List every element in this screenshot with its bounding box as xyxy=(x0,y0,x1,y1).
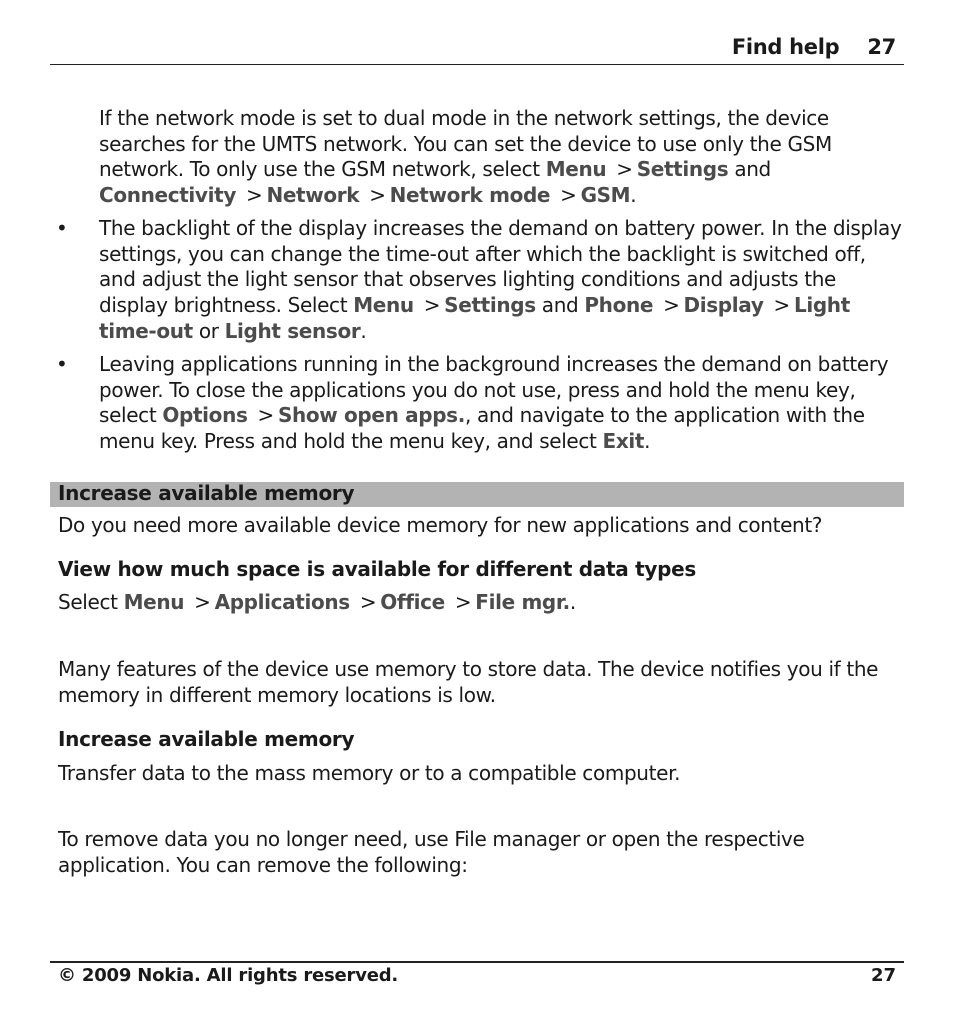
header-page-number: 27 xyxy=(867,35,896,59)
connector-text: or xyxy=(192,318,225,343)
intro-text: If the network mode is set to dual mode in the network settings, the device searches for the UMTS network. You can set the device to use only the GSM network. To only use the GSM network, select xyxy=(99,106,832,182)
ui-options: Options xyxy=(162,403,248,428)
bullet-text: , and navigate to the application with the menu key. Press and hold the menu key, and select xyxy=(99,403,865,454)
view-space-path xyxy=(58,590,904,616)
header-rule xyxy=(50,64,904,65)
ui-light-timeout: Light time-out xyxy=(99,293,850,343)
bullet-text: The backlight of the display increases the demand on battery power. In the display settings, you can change the time-out after which the backlight is switched off, and adjust the light sensor that observes lighting conditions and adjusts the display brightness. Select xyxy=(99,216,902,318)
memory-paragraph: Many features of the device use memory to store data. The device notifies you if the memory in different memory locations is low. xyxy=(58,657,879,707)
ui-applications: Applications xyxy=(214,590,350,614)
period: . xyxy=(630,183,637,208)
separator: > xyxy=(257,403,274,428)
bullet-marker: • xyxy=(56,216,68,240)
ui-settings: Settings xyxy=(636,157,729,182)
separator: > xyxy=(423,293,441,318)
bullet-marker: • xyxy=(56,352,68,376)
footer-rule xyxy=(50,961,904,963)
ui-exit: Exit xyxy=(602,429,645,454)
bullet-background-apps xyxy=(99,352,904,455)
ui-file-manager: File mgr. xyxy=(475,590,570,614)
section-question: Do you need more available device memory for new applications and content? xyxy=(58,513,823,537)
ui-menu: Menu xyxy=(545,157,607,182)
intro-paragraph xyxy=(99,106,904,209)
footer-copyright: © 2009 Nokia. All rights reserved. xyxy=(58,965,399,986)
ui-menu: Menu xyxy=(123,590,185,614)
connector-text: and xyxy=(535,293,585,318)
separator: > xyxy=(616,157,633,182)
separator: > xyxy=(454,590,472,614)
period: . xyxy=(360,318,367,343)
ui-menu: Menu xyxy=(353,293,414,318)
remove-paragraph: To remove data you no longer need, use File manager or open the respective application. You can remove the following: xyxy=(58,827,805,877)
separator: > xyxy=(369,183,386,208)
ui-light-sensor: Light sensor xyxy=(224,318,361,343)
period: . xyxy=(569,590,576,614)
period: . xyxy=(644,429,651,454)
ui-network-mode: Network mode xyxy=(389,183,551,208)
separator: > xyxy=(359,590,377,614)
transfer-paragraph: Transfer data to the mass memory or to a compatible computer. xyxy=(58,761,681,785)
ui-network: Network xyxy=(266,183,360,208)
view-space-heading: View how much space is available for different data types xyxy=(58,557,697,581)
ui-show-open-apps: Show open apps. xyxy=(277,403,465,428)
separator: > xyxy=(663,293,680,318)
section-title: Increase available memory xyxy=(58,481,355,505)
footer-page-number: 27 xyxy=(870,965,896,986)
header-title: Find help xyxy=(731,35,840,59)
ui-settings: Settings xyxy=(444,293,536,318)
connector-text: and xyxy=(728,157,771,182)
separator: > xyxy=(246,183,263,208)
ui-display: Display xyxy=(683,293,764,318)
bullet-text: Leaving applications running in the background increases the demand on battery power. To close the applications you do not use, press and hold the menu key, select xyxy=(99,352,889,428)
ui-phone: Phone xyxy=(584,293,654,318)
separator: > xyxy=(560,183,577,208)
select-text: Select xyxy=(58,590,124,614)
separator: > xyxy=(773,293,790,318)
ui-gsm: GSM xyxy=(580,183,631,208)
running-header xyxy=(732,35,896,59)
ui-office: Office xyxy=(380,590,445,614)
ui-connectivity: Connectivity xyxy=(99,183,237,208)
separator: > xyxy=(194,590,211,614)
increase-heading: Increase available memory xyxy=(58,727,355,751)
bullet-backlight xyxy=(99,216,904,345)
